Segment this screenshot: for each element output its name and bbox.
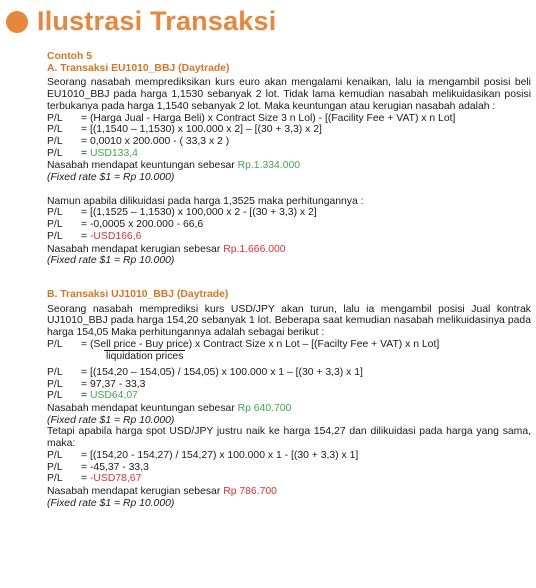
section-a-intro: Seorang nasabah memprediksikan kurs euro akan mengalami kenaikan, lalu ia mengambil posisi beli EU1010_BBJ pada harga 1,1530 sebanyak 2 lot. Tidak lama kemudian nasabah melikuidasikan posisi terbukanya pada harga 1,1540 sebanyak 2 lot. Maka keuntungan atau kerugian nasabah adalah : [47, 77, 531, 112]
calc-label: P/L [47, 147, 63, 159]
fixed-rate-note: (Fixed rate $1 = Rp 10.000) [47, 172, 175, 184]
calc-label: P/L [47, 378, 63, 390]
section-a-heading: A. Transaksi EU1010_BBJ (Daytrade) [47, 62, 230, 74]
result-eq: = [81, 147, 90, 159]
page-header [6, 4, 276, 38]
orange-bullet-icon [6, 11, 28, 33]
calc-value: = 0,0010 x 200.000 - ( 33,3 x 2 ) [81, 135, 230, 147]
calc-value: = -45,37 - 33,3 [81, 461, 149, 473]
calc-label: P/L [47, 449, 63, 461]
calc-label: P/L [47, 366, 63, 378]
calc-label: P/L [47, 112, 63, 124]
calc-label: P/L [47, 219, 63, 231]
calc-label: P/L [47, 207, 63, 219]
section-b-calc1 [47, 367, 531, 402]
fixed-rate-note: (Fixed rate $1 = Rp 10.000) [47, 255, 175, 267]
result-row [47, 231, 531, 243]
profit-line [47, 403, 531, 415]
calc-label: P/L [47, 230, 63, 242]
section-b-intro: Seorang nasabah memprediksi kurs USD/JPY akan turun, lalu ia mengambil posisi Jual kontrak UJ1010_BBJ pada harga 154,20 sebanyak 1 lot. Beberapa saat kemudian nasabah melikuidasinya pada harga 154,05 Maka perhitungannya adalah sebagai berikut : [47, 303, 531, 339]
fixed-rate-note: (Fixed rate $1 = Rp 10.000) [47, 414, 175, 426]
fixed-rate-note: (Fixed rate $1 = Rp 10.000) [47, 497, 175, 509]
section-a-calc1 [47, 113, 531, 160]
calc-value: = [(1,1540 – 1,1530) x 100.000 x 2] – [(30 + 3,3) x 2] [81, 124, 322, 136]
formula-eq: = [81, 338, 90, 350]
profit-usd-value: USD133,4 [89, 147, 138, 159]
result-eq: = [81, 473, 90, 485]
formula-denominator: liquidation prices [106, 351, 184, 363]
loss-text: Nasabah mendapat kerugian sebesar [47, 243, 224, 255]
result-eq: = [81, 390, 90, 402]
formula-numerator: (Sell price - Buy price) [89, 338, 193, 350]
calc-row [47, 450, 531, 462]
loss-intro: Namun apabila dilikuidasi pada harga 1,3525 maka perhitungannya : [47, 195, 364, 207]
calc-value: = (Harga Jual - Harga Beli) x Contract Size 3 n Lol) - [(Facility Fee + VAT) x n Lot] [81, 112, 456, 124]
calc-value: = [(154,20 – 154,05) / 154,05) x 100.000 x 1 – [(30 + 3,3) x 1] [81, 366, 363, 378]
page-title: Ilustrasi Transaksi [37, 5, 277, 36]
example-heading: Contoh 5 [47, 51, 93, 62]
calc-row [47, 379, 531, 391]
result-eq: = [81, 230, 90, 242]
calc-value: = -0,0005 x 200.000 - 66,6 [81, 219, 204, 231]
result-row [47, 473, 531, 485]
document-body [47, 51, 531, 509]
calc-label: P/L [47, 124, 63, 136]
calc-value: = 97,37 - 33,3 [81, 378, 146, 390]
loss-line [47, 486, 531, 498]
calc-label: P/L [47, 461, 63, 473]
profit-text: Nasabah mendapat keuntungan sebesar [47, 403, 238, 415]
profit-line [47, 160, 531, 172]
calc-row [47, 367, 531, 379]
loss-usd-value: -USD78,67 [89, 473, 142, 485]
calc-row [47, 136, 531, 148]
calc-row [47, 113, 531, 125]
calc-label: P/L [47, 135, 63, 147]
result-row [47, 148, 531, 160]
calc-row [47, 207, 531, 219]
formula-denominator-line [47, 350, 531, 363]
section-b-calc2 [47, 450, 531, 485]
profit-usd-value: USD64,07 [89, 390, 138, 402]
calc-row [47, 219, 531, 231]
loss-text: Nasabah mendapat kerugian sebesar [47, 486, 224, 497]
loss-usd-value: -USD166,6 [89, 230, 142, 242]
profit-rp-value: Rp 640.700 [237, 403, 292, 415]
profit-rp-value: Rp.1.334.000 [237, 160, 301, 172]
calc-label: P/L [47, 390, 63, 402]
calc-value: = [(1,1525 – 1,1530) x 100,000 x 2 - [(30 + 3,3) x 2] [81, 207, 317, 219]
loss-rp-value: Rp 786.700 [223, 486, 277, 497]
formula-row [47, 339, 531, 351]
section-a-calc2 [47, 207, 531, 242]
section-b-heading: B. Transaksi UJ1010_BBJ (Daytrade) [47, 288, 229, 300]
formula-rest: x Contract Size x n Lot – [(Facilty Fee + VAT) x n Lot] [192, 338, 440, 350]
calc-label: P/L [47, 473, 63, 485]
result-row [47, 390, 531, 402]
calc-value: = [(154,20 - 154,27) / 154,27) x 100.000 x 1 - [(30 + 3,3) x 1] [81, 449, 359, 461]
profit-text: Nasabah mendapat keuntungan sebesar [47, 160, 238, 172]
loss-intro: Tetapi apabila harga spot USD/JPY justru naik ke harga 154,27 dan dilikuidasi pada harga yang sama, maka: [47, 426, 531, 450]
calc-row [47, 124, 531, 136]
calc-label: P/L [47, 338, 63, 350]
loss-rp-value: Rp.1.666.000 [223, 243, 286, 255]
calc-row [47, 462, 531, 474]
loss-line [47, 244, 531, 256]
